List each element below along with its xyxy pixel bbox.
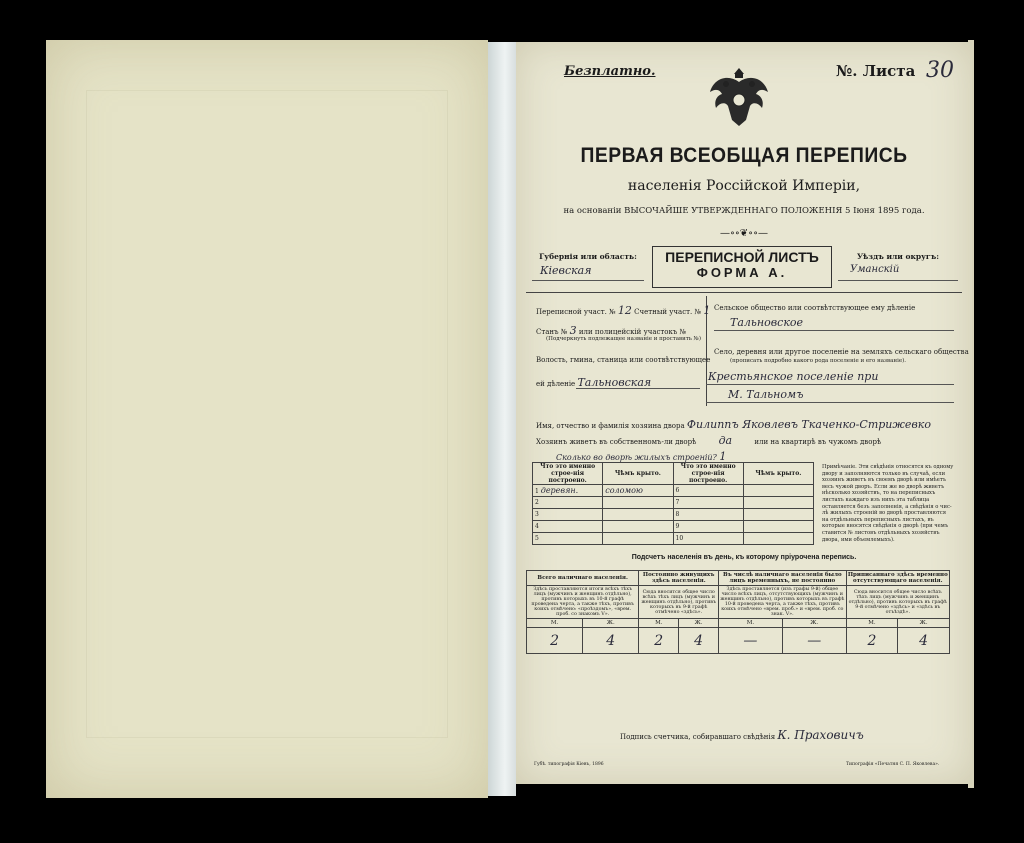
owner-value: Филиппъ Яковлевъ Ткаченко-Стрижевко bbox=[686, 418, 931, 431]
table-cell bbox=[743, 521, 813, 533]
male-label: М. bbox=[639, 619, 679, 628]
residence-value: да bbox=[718, 434, 733, 447]
pop-desc-absent: Сюда вносится общее число всѣхъ тѣхъ лицъ (мужчинъ и женщинъ отдѣльно), противъ которыхъ въ графѣ 9-й отмѣчено «здѣсь» и «здѣсь въ отъѣздѣ». bbox=[846, 586, 949, 619]
form-type-line2: ФОРМА А. bbox=[696, 265, 788, 280]
row-number: 2 bbox=[533, 497, 603, 509]
form-main-title: ПЕРВАЯ ВСЕОБЩАЯ ПЕРЕПИСЬ bbox=[580, 144, 908, 167]
table-cell bbox=[743, 497, 813, 509]
table-cell bbox=[603, 509, 673, 521]
census-form-page bbox=[516, 42, 972, 784]
left-blank-page bbox=[46, 40, 488, 798]
volost-suffix-label: ей дѣленіе bbox=[536, 380, 576, 388]
building-material-value: деревян. bbox=[540, 486, 579, 495]
signature-label: Подпись счетчика, собиравшаго свѣдѣнія bbox=[620, 733, 776, 741]
table-row bbox=[533, 509, 814, 521]
pop-value: — bbox=[719, 628, 783, 654]
village-value-line1: Крестьянское поселеніе при bbox=[708, 370, 879, 383]
row-number: 5 bbox=[533, 533, 603, 545]
pop-col-temporary: Въ числѣ наличнаго населенія было лицъ временныхъ, не постоянно bbox=[719, 571, 847, 586]
pop-value: 2 bbox=[527, 628, 583, 654]
table-row bbox=[533, 521, 814, 533]
count-district-value: 1 bbox=[703, 304, 711, 317]
double-headed-eagle-icon bbox=[706, 64, 772, 130]
row-number: 7 bbox=[673, 497, 743, 509]
form-subtitle: населенія Россійской Имперіи, bbox=[627, 178, 861, 194]
volost-value: Тальновская bbox=[577, 376, 652, 389]
buildings-col-roof-2: Чѣмъ крыто. bbox=[743, 463, 813, 485]
table-cell bbox=[743, 509, 813, 521]
table-row bbox=[533, 497, 814, 509]
pop-value: — bbox=[782, 628, 846, 654]
buildings-table bbox=[532, 462, 814, 545]
table-row bbox=[533, 533, 814, 545]
table-cell bbox=[603, 497, 673, 509]
male-label: М. bbox=[527, 619, 583, 628]
census-district-value: 12 bbox=[617, 304, 632, 317]
row-number: 6 bbox=[673, 485, 743, 497]
pop-desc-total: Здѣсь проставляются итоги всѣхъ тѣхъ лицъ (мужчинъ и женщинъ отдѣльно), противъ которыхъ въ 10-й графѣ проведена черта, а также тѣхъ, противъ коихъ отмѣчено: «проѣздомъ», «врем. проб. со знакомъ V». bbox=[527, 586, 639, 619]
form-type-box bbox=[652, 246, 832, 288]
free-label: Безплатно. bbox=[564, 64, 656, 79]
buildings-label: Сколько во дворѣ жилыхъ строеній? bbox=[556, 453, 717, 462]
pop-col-absent: Приписаннаго здѣсь временно отсутствующаго населенія. bbox=[847, 572, 948, 584]
census-district-line bbox=[536, 304, 710, 317]
pop-col-total: Всего наличнаго населенія. bbox=[527, 571, 639, 586]
row-number: 8 bbox=[673, 509, 743, 521]
pop-value: 4 bbox=[898, 628, 950, 654]
volost-label: Волость, гмина, станица или соотвѣтствующее bbox=[536, 356, 711, 364]
table-cell bbox=[603, 533, 673, 545]
population-table bbox=[526, 570, 950, 654]
row-number: 4 bbox=[533, 521, 603, 533]
residence-label: Хозяинъ живетъ въ собственномъ-ли дворѣ bbox=[536, 438, 697, 446]
sheet-number-label: №. Листа bbox=[836, 62, 916, 80]
pop-value: 2 bbox=[846, 628, 898, 654]
pop-desc-temporary: Здѣсь проставляется (изъ графы 9-й) общее число всѣхъ лицъ, отсутствующихъ (мужчинъ и женщинъ отдѣльно), противъ которыхъ въ графѣ 10-й проведена черта, а также тѣхъ, противъ коихъ отмѣчено «врем. проб.» и «врем. проб. со знак. V». bbox=[720, 587, 845, 617]
residence-line bbox=[536, 434, 881, 447]
pop-col-permanent: Постоянно живущихъ здѣсь населенія. bbox=[639, 571, 719, 586]
village-label: Село, деревня или другое поселеніе на земляхъ сельскаго общества bbox=[714, 348, 969, 356]
table-cell bbox=[743, 485, 813, 497]
village-value-line2: М. Тальномъ bbox=[728, 388, 804, 401]
buildings-value: 1 bbox=[719, 450, 727, 463]
owner-label: Имя, отчество и фамилія хозяина двора bbox=[536, 422, 685, 430]
population-heading: Подсчетъ населенія въ день, къ которому пріурочена перепись. bbox=[631, 554, 857, 561]
male-label: М. bbox=[719, 619, 783, 628]
table-row bbox=[533, 485, 814, 497]
female-label: Ж. bbox=[782, 619, 846, 628]
female-label: Ж. bbox=[583, 619, 639, 628]
row-number: 9 bbox=[673, 521, 743, 533]
buildings-note: Примѣчаніе. Эти свѣдѣнія относятся къ одному двору и заполняются только въ случаѣ, если хозяинъ живетъ въ своемъ дворѣ или имѣетъ весь чужой дворъ. Если же во дворѣ живетъ нѣсколько хозяйствъ, то на переписныхъ листахъ каждаго изъ нихъ эта таблица оставляется безъ заполненія, а свѣдѣнія о чис-лѣ жилыхъ строеній во дворѣ проставляются на отдѣльныхъ переписныхъ листахъ, въ которые вносятся свѣдѣнія о дворѣ (при чемъ ставится № листовъ отдѣльныхъ хозяйствъ двора, ими объемлемыхъ). bbox=[822, 464, 954, 543]
province-value: Кіевская bbox=[540, 264, 592, 277]
row-number: 3 bbox=[533, 509, 603, 521]
stan-value: 3 bbox=[569, 324, 577, 337]
buildings-col-what: Что это именно строе-нія построено. bbox=[533, 463, 603, 485]
table-cell bbox=[533, 485, 603, 497]
province-label: Губернія или область: bbox=[539, 252, 637, 261]
table-cell bbox=[603, 521, 673, 533]
row-number: 1 bbox=[535, 488, 539, 495]
footer-left-imprint: Губѣ. типографія Кіевъ, 1896 bbox=[534, 762, 604, 767]
ornament-divider: —∘∘❦∘∘— bbox=[720, 228, 768, 239]
district-value: Уманскій bbox=[850, 264, 900, 275]
building-roof-value: соломою bbox=[603, 485, 673, 497]
form-type-line1: ПЕРЕПИСНОЙ ЛИСТЪ bbox=[665, 249, 819, 265]
pop-desc-permanent: Сюда вносится общее число всѣхъ тѣхъ лицъ (мужчинъ и женщинъ отдѣльно), противъ которыхъ въ 9-й графѣ отмѣчено «здѣсь». bbox=[639, 586, 719, 619]
row-number: 10 bbox=[673, 533, 743, 545]
pop-value: 4 bbox=[679, 628, 719, 654]
book-spine bbox=[488, 42, 516, 796]
rural-society-label: Сельское общество или соотвѣтствующее ему дѣленіе bbox=[714, 304, 916, 312]
count-district-label: Счетный участ. № bbox=[634, 308, 702, 316]
police-district-label: или полицейскій участокъ № bbox=[578, 328, 687, 336]
form-legal-basis: на основаніи ВЫСОЧАЙШЕ УТВЕРЖДЕННАГО ПОЛОЖЕНІЯ 5 Іюня 1895 года. bbox=[563, 206, 925, 216]
signature-value: К. Праховичъ bbox=[777, 728, 864, 742]
pop-value: 4 bbox=[583, 628, 639, 654]
female-label: Ж. bbox=[679, 619, 719, 628]
stan-label: Станъ № bbox=[536, 328, 568, 336]
table-cell bbox=[743, 533, 813, 545]
female-label: Ж. bbox=[898, 619, 950, 628]
signature-line bbox=[620, 728, 864, 742]
buildings-col-what-2: Что это именно строе-нія построено. bbox=[673, 463, 743, 485]
residence-alt-label: или на квартирѣ въ чужомъ дворѣ bbox=[754, 438, 882, 446]
bleed-through-text-area bbox=[86, 90, 448, 738]
owner-line bbox=[536, 418, 931, 431]
district-label: Уѣздъ или округъ: bbox=[856, 252, 940, 261]
pop-value: 2 bbox=[639, 628, 679, 654]
census-district-label: Переписной участ. № bbox=[536, 308, 616, 316]
village-note: (прописать подробно какого рода поселеніе и его названіе). bbox=[730, 358, 906, 364]
stan-note: (Подчеркнуть подлежащее названіе и проставить №) bbox=[546, 336, 701, 342]
rural-society-value: Тальновское bbox=[730, 316, 804, 329]
buildings-col-roof: Чѣмъ крыто. bbox=[603, 463, 673, 485]
sheet-number-value: 30 bbox=[926, 58, 954, 83]
footer-right-imprint: Типографія «Печатня С. П. Яковлева». bbox=[846, 762, 940, 767]
male-label: М. bbox=[846, 619, 898, 628]
